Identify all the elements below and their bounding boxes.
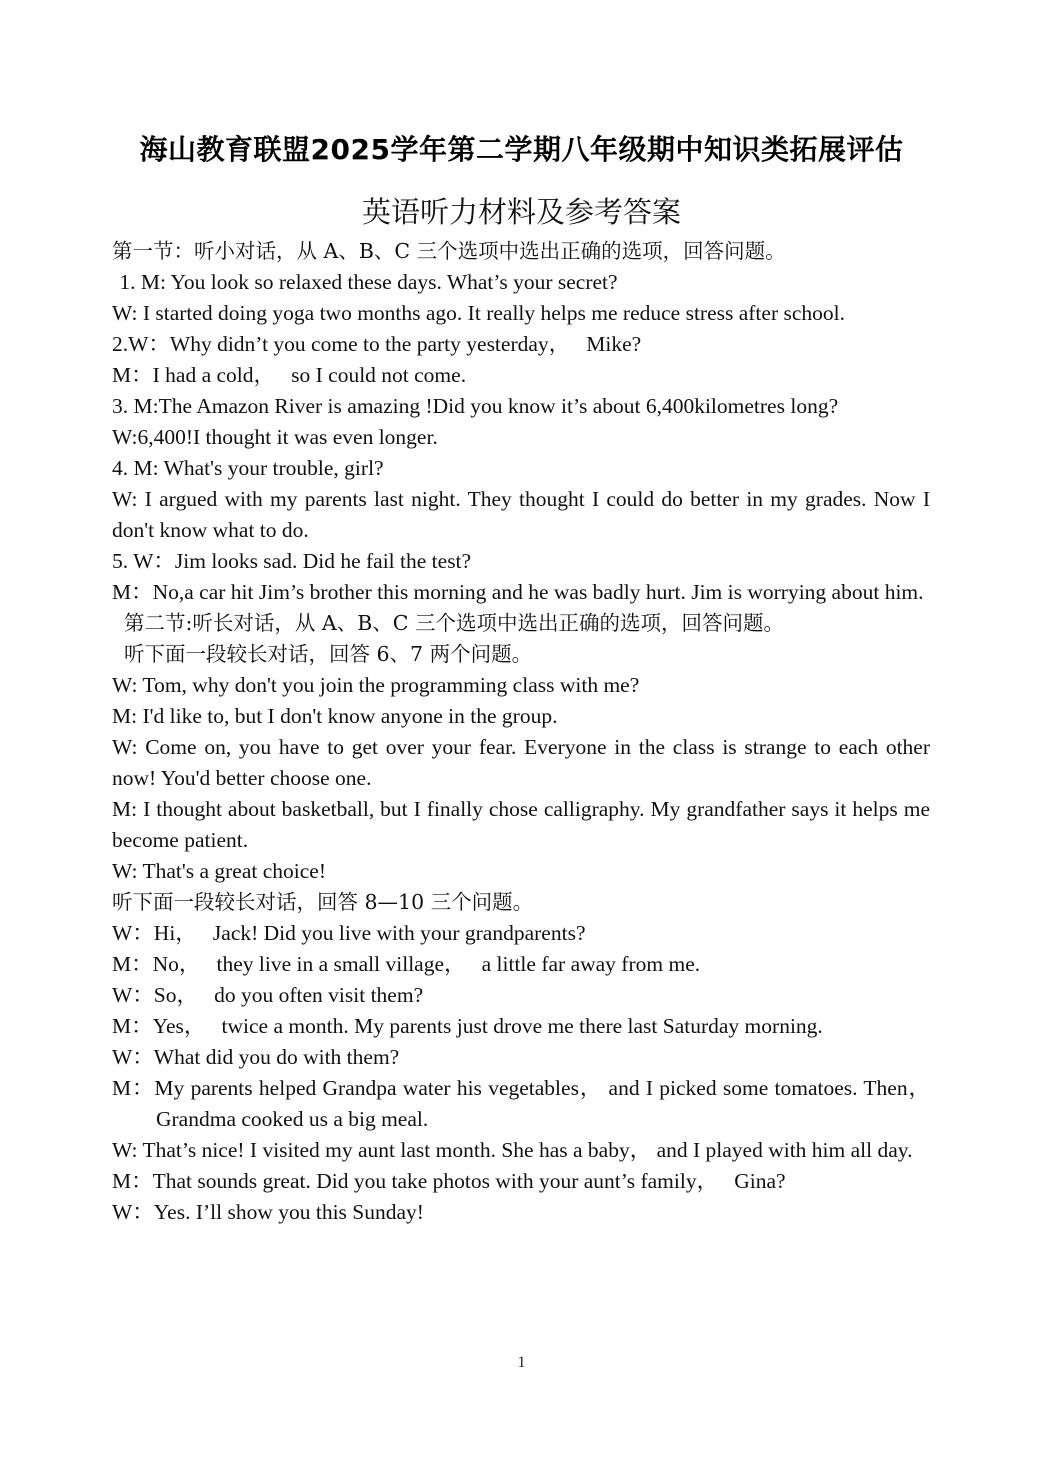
dialogue-line: M：No,a car hit Jim’s brother this morning and he was badly hurt. Jim is worrying about him.: [112, 580, 924, 604]
page-subtitle: 英语听力材料及参考答案: [361, 195, 681, 229]
section-1-heading: 第一节：听小对话，从 A、B、C 三个选项中选出正确的选项，回答问题。: [112, 239, 786, 263]
section-2-heading: 第二节:听长对话，从 A、B、C 三个选项中选出正确的选项，回答问题。: [124, 611, 784, 635]
page-title: 海山教育联盟2025学年第二学期八年级期中知识类拓展评估: [139, 133, 904, 166]
dialogue-line: M: I'd like to, but I don't know anyone in the group.: [112, 704, 558, 728]
dialogue-line: 1. M: You look so relaxed these days. What’s your secret?: [114, 270, 618, 294]
dialogue-line: M: I thought about basketball, but I finally chose calligraphy. My grandfather says it helps me become patient.: [112, 797, 930, 852]
dialogue-line: 4. M: What's your trouble, girl?: [112, 456, 384, 480]
dialogue-line: W：What did you do with them?: [112, 1045, 400, 1069]
page-number: 1: [517, 1354, 526, 1371]
dialogue-line: W: Tom, why don't you join the programming class with me?: [112, 673, 640, 697]
dialogue-line: W: Come on, you have to get over your fear. Everyone in the class is strange to each other now! You'd better choose one.: [112, 735, 930, 790]
dialogue-line: M：No， they live in a small village， a little far away from me.: [112, 952, 701, 976]
dialogue-line: M：That sounds great. Did you take photos with your aunt’s family， Gina?: [112, 1169, 786, 1193]
dialogue-line: W：Hi， Jack! Did you live with your grandparents?: [112, 921, 586, 945]
instruction-6-7: 听下面一段较长对话，回答 6、7 两个问题。: [124, 642, 533, 666]
dialogue-line: W: I started doing yoga two months ago. It really helps me reduce stress after school.: [112, 301, 845, 325]
dialogue-line: M：Yes， twice a month. My parents just drove me there last Saturday morning.: [112, 1014, 823, 1038]
dialogue-line: M：My parents helped Grandpa water his vegetables， and I picked some tomatoes. Then， Grandma cooked us a big meal.: [112, 1076, 930, 1131]
dialogue-line: W: That’s nice! I visited my aunt last month. She has a baby， and I played with him all day.: [112, 1138, 913, 1162]
dialogue-line: W：Yes. I’ll show you this Sunday!: [112, 1200, 424, 1224]
dialogue-line: W: I argued with my parents last night. They thought I could do better in my grades. Now I don't know what to do.: [112, 487, 930, 542]
dialogue-line: W: That's a great choice!: [112, 859, 326, 883]
dialogue-line: 3. M:The Amazon River is amazing !Did you know it’s about 6,400kilometres long?: [112, 394, 839, 418]
transcript-body: [112, 236, 930, 1228]
dialogue-line: W：So， do you often visit them?: [112, 983, 424, 1007]
dialogue-line: W:6,400!I thought it was even longer.: [112, 425, 438, 449]
instruction-8-10: 听下面一段较长对话，回答 8—10 三个问题。: [112, 890, 534, 914]
dialogue-line: 5. W：Jim looks sad. Did he fail the test?: [112, 549, 472, 573]
dialogue-line: 2.W：Why didn’t you come to the party yesterday， Mike?: [112, 332, 642, 356]
dialogue-line: M：I had a cold， so I could not come.: [112, 363, 467, 387]
